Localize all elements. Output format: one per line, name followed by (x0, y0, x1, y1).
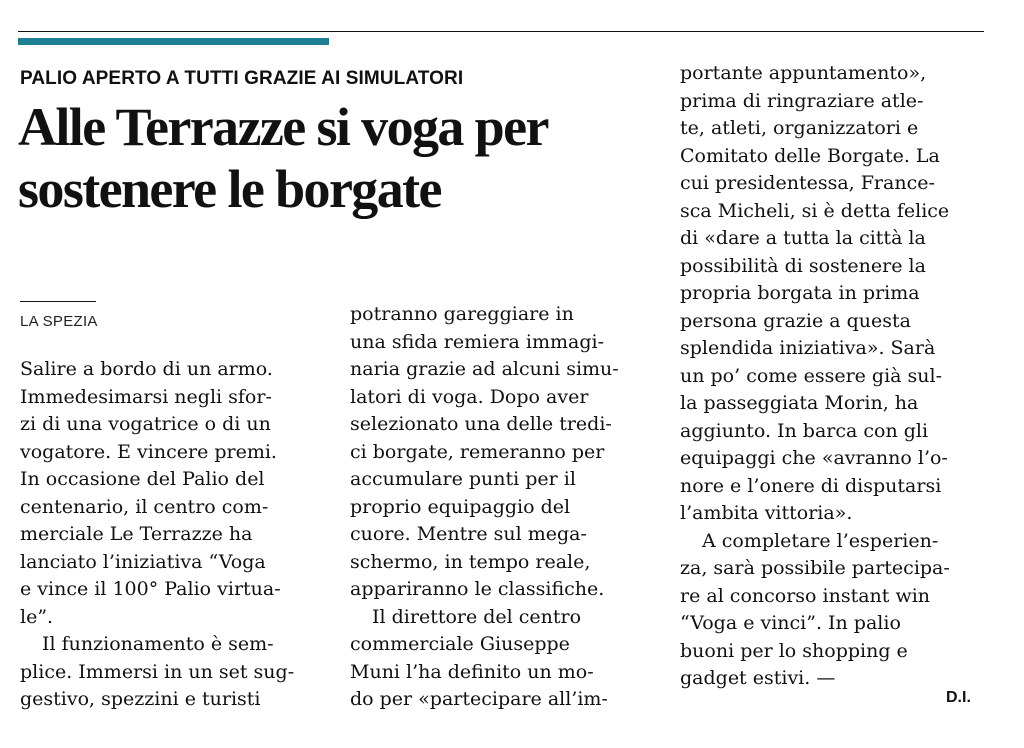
accent-bar (18, 38, 329, 45)
text-line: proprio equipaggio del (350, 495, 571, 518)
text-line: portante appuntamento», (680, 62, 927, 84)
text-line: un po’ come essere già sul- (680, 364, 943, 387)
author-signature: D.I. (946, 689, 971, 706)
text-line: plice. Immersi in un set sug- (20, 660, 295, 683)
text-line: aggiunto. In barca con gli (680, 419, 929, 442)
text-line: A completare l’esperien- (702, 529, 939, 552)
text-line: lanciato l’iniziativa “Voga (20, 550, 266, 573)
text-line: persona grazie a questa (680, 309, 911, 332)
article-column-1 (20, 356, 318, 714)
top-rule (18, 31, 984, 32)
text-line: te, atleti, organizzatori e (680, 117, 919, 139)
text-line: propria borgata in prima (680, 282, 920, 304)
kicker: PALIO APERTO A TUTTI GRAZIE AI SIMULATORI (20, 68, 464, 89)
text-line: splendida iniziativa». Sarà (680, 337, 936, 359)
text-line: e vince il 100° Palio virtua- (20, 578, 281, 600)
text-line: do per «partecipare all’im- (350, 688, 608, 710)
text-line: re al concorso instant win (680, 584, 931, 607)
text-line: nore e l’onere di disputarsi (680, 474, 942, 497)
text-line: prima di ringraziare atle- (680, 89, 924, 112)
text-line: appariranno le classifiche. (350, 578, 605, 600)
text-line: l’ambita vittoria». (680, 502, 853, 524)
text-line: za, sarà possibile partecipa- (680, 557, 950, 579)
text-line: sca Micheli, si è detta felice (680, 199, 950, 222)
text-line: schermo, in tempo reale, (350, 550, 591, 573)
article-column-2 (350, 301, 648, 714)
text-line: di «dare a tutta la città la (680, 227, 926, 249)
text-line: Comitato delle Borgate. La (680, 144, 940, 167)
dateline: LA SPEZIA (20, 313, 98, 330)
headline: Alle Terrazze si voga per sostenere le borgate (18, 97, 547, 219)
text-line: Il funzionamento è sem- (42, 633, 274, 655)
text-line: naria grazie ad alcuni simu- (350, 358, 619, 380)
text-line: Immedesimarsi negli sfor- (20, 385, 272, 408)
text-line: In occasione del Palio del (20, 468, 265, 490)
text-line: una sfida remiera immagi- (350, 330, 605, 353)
text-line: le”. (20, 605, 54, 628)
text-line: potranno gareggiare in (350, 303, 574, 325)
text-line: Salire a bordo di un armo. (20, 358, 273, 380)
text-line: Il direttore del centro (372, 605, 582, 628)
text-line: possibilità di sostenere la (680, 254, 926, 277)
text-line: cuore. Mentre sul mega- (350, 523, 587, 545)
text-line: zi di una vogatrice o di un (20, 413, 271, 435)
text-line: gestivo, spezzini e turisti (20, 688, 261, 710)
text-line: selezionato una delle tredi- (350, 413, 612, 435)
text-line: commerciale Giuseppe (350, 633, 570, 655)
article-column-3 (680, 60, 980, 693)
text-line: “Voga e vinci”. In palio (680, 612, 901, 634)
text-line: merciale Le Terrazze ha (20, 523, 253, 545)
text-line: accumulare punti per il (350, 468, 576, 490)
text-line: buoni per lo shopping e (680, 639, 908, 662)
text-line: equipaggi che «avranno l’o- (680, 447, 948, 469)
text-line: Muni l’ha definito un mo- (350, 660, 594, 683)
text-line: cui presidentessa, France- (680, 172, 935, 194)
text-line: vogatore. E vincere premi. (20, 440, 277, 463)
dateline-rule (20, 301, 96, 302)
text-line: latori di voga. Dopo aver (350, 385, 589, 408)
text-line: gadget estivi. — (680, 667, 836, 689)
text-line: la passeggiata Morin, ha (680, 392, 919, 414)
text-line: centenario, il centro com- (20, 495, 269, 518)
text-line: ci borgate, remeranno per (350, 440, 605, 463)
